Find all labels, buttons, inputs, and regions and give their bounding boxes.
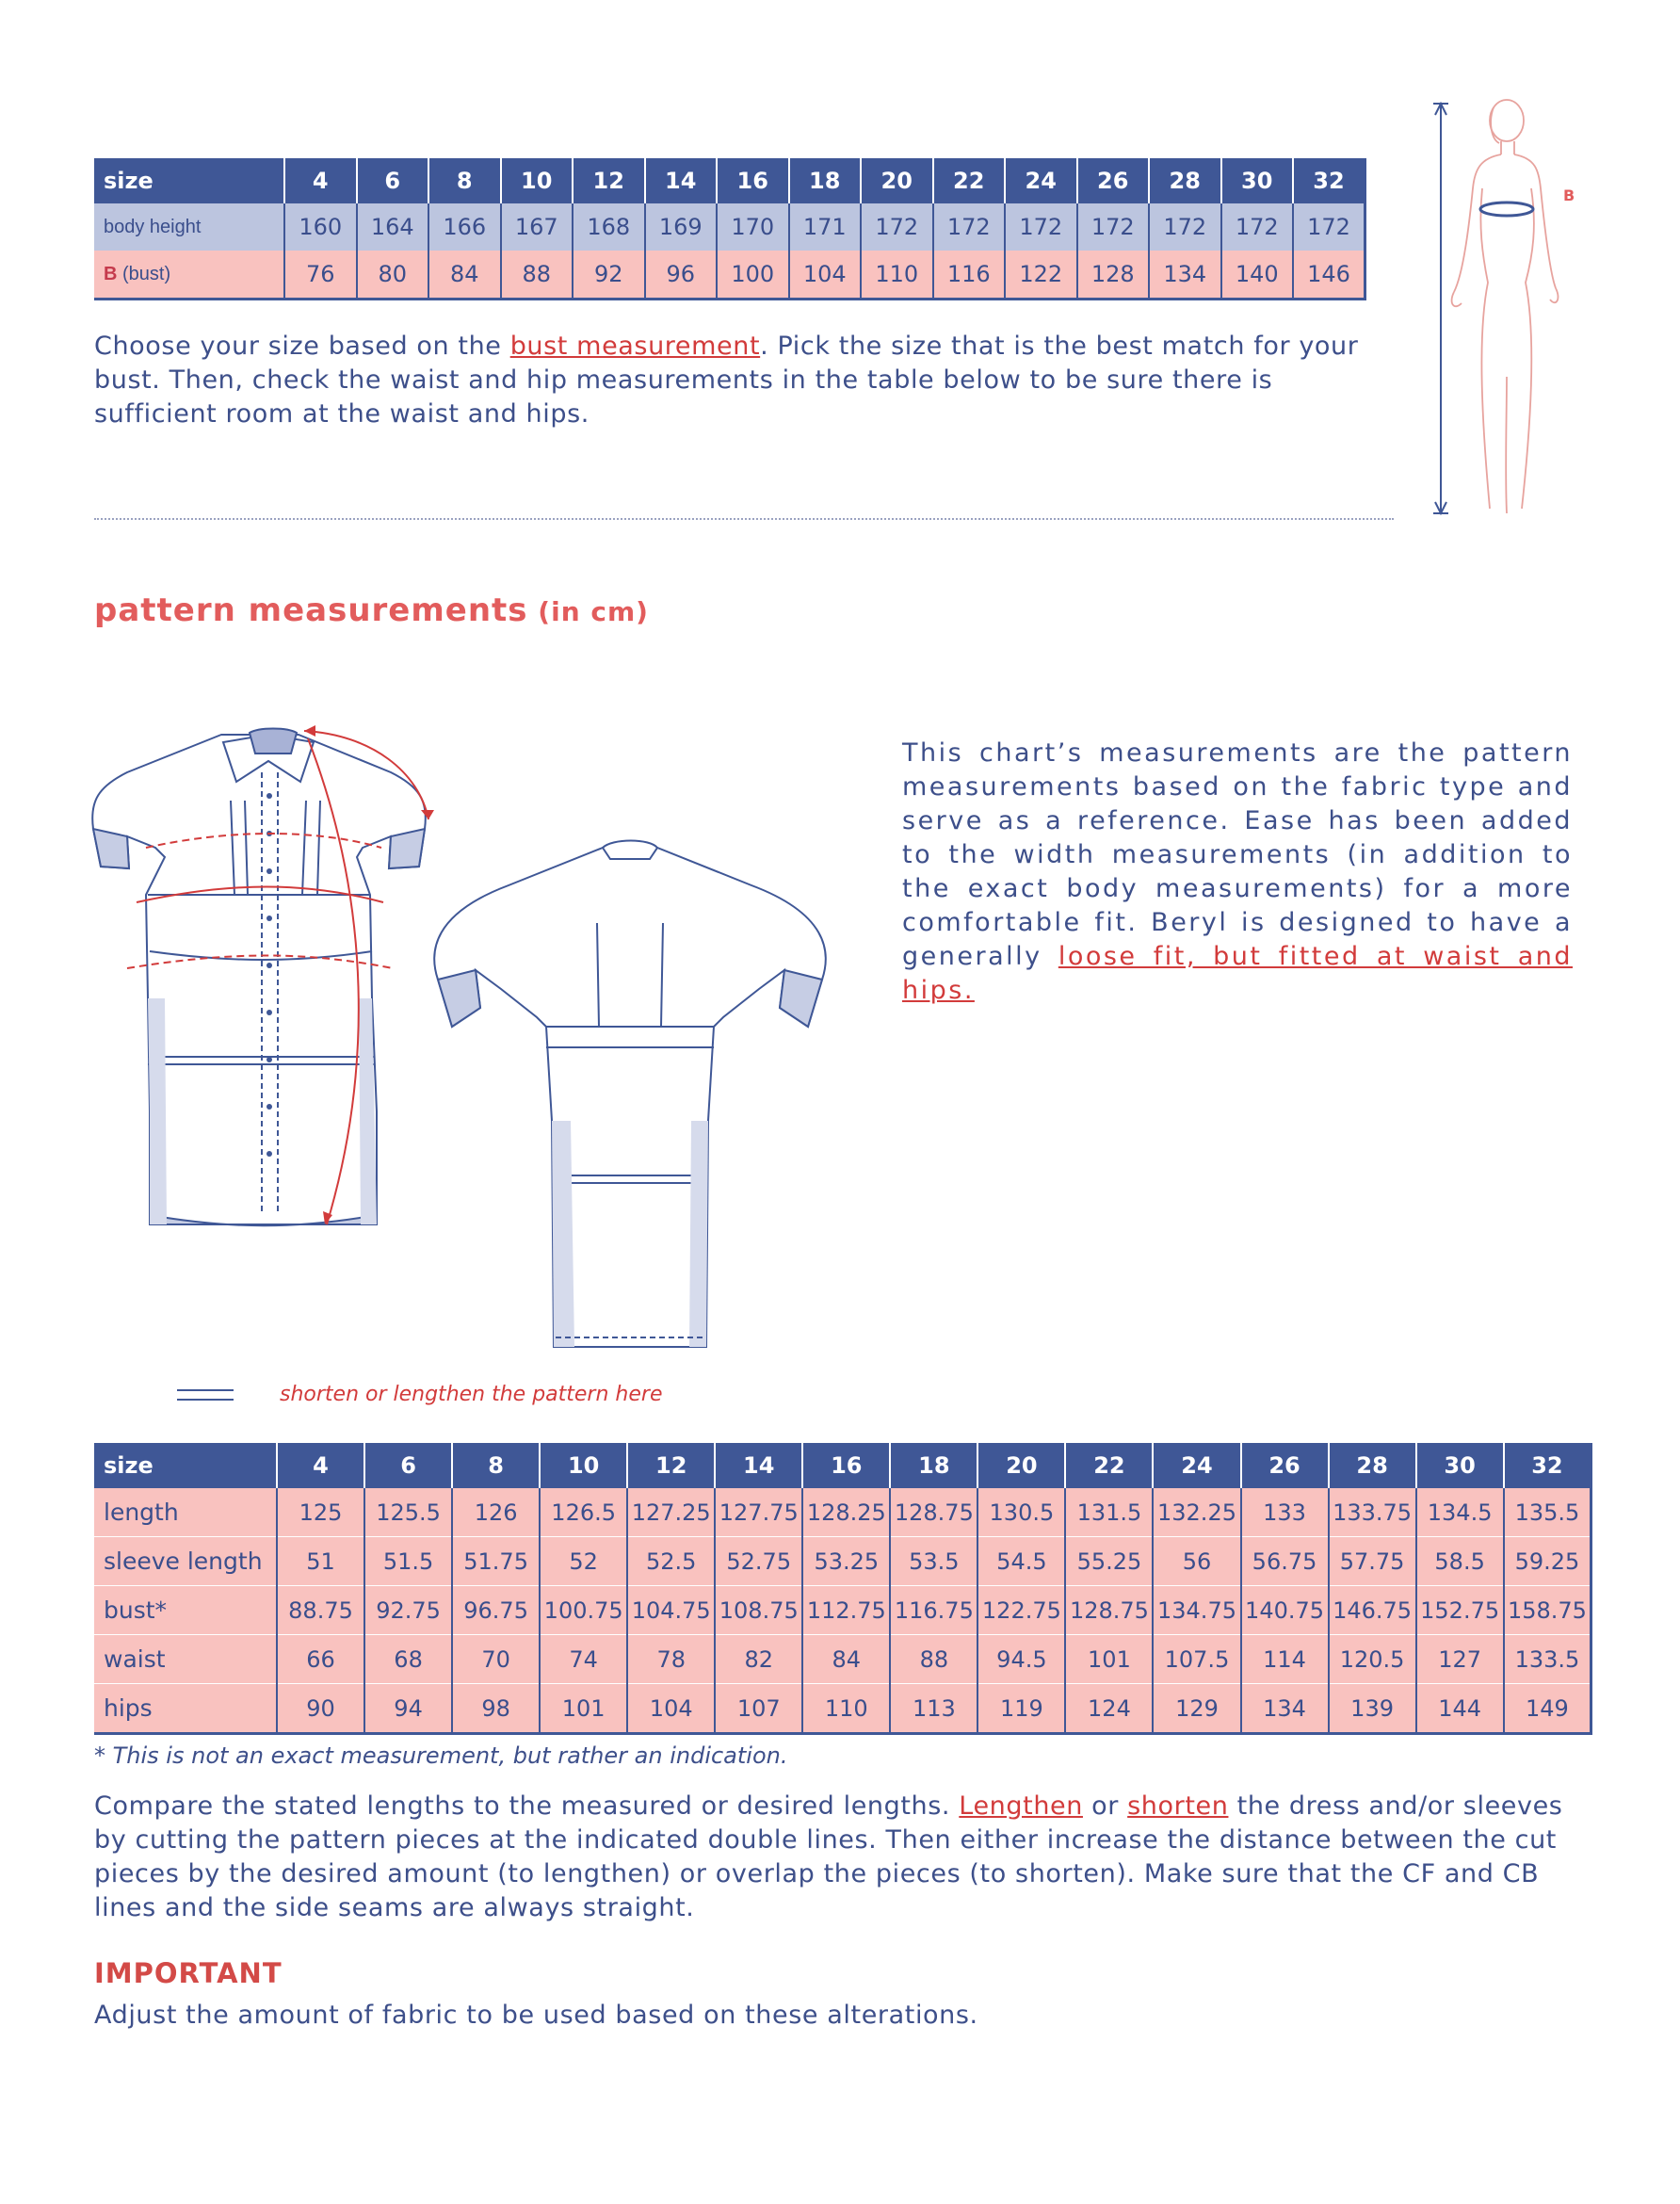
- size-header-cell: 12: [573, 158, 645, 203]
- bust-cell: 108.75: [715, 1586, 802, 1635]
- body-height-cell: 166: [428, 203, 501, 251]
- body-height-cell: 164: [357, 203, 429, 251]
- bust-cell: 104: [789, 251, 862, 300]
- sleeve-length-row: [94, 1537, 1591, 1586]
- bust-cell: 152.75: [1416, 1586, 1504, 1635]
- hips-cell: 90: [277, 1684, 364, 1734]
- compare-text-2: or: [1082, 1791, 1128, 1821]
- bust-label-letter: B: [104, 263, 118, 284]
- bust-row: [94, 251, 1365, 300]
- bust-cell: 96: [645, 251, 718, 300]
- bust-cell: 140: [1221, 251, 1294, 300]
- bust-cell: 100: [717, 251, 789, 300]
- length-cell: 125: [277, 1488, 364, 1537]
- section-divider: [94, 518, 1394, 520]
- hips-cell: 110: [802, 1684, 890, 1734]
- pattern-size-header-cell: 28: [1329, 1443, 1416, 1488]
- dress-back-illustration: [424, 838, 848, 1366]
- size-header-cell: 18: [789, 158, 862, 203]
- bust-measurement-link[interactable]: bust measurement: [509, 332, 761, 361]
- hips-cell: 149: [1504, 1684, 1591, 1734]
- bust-cell: 80: [357, 251, 429, 300]
- sleeve-length-cell: 56.75: [1241, 1537, 1329, 1586]
- length-cell: 133.75: [1329, 1488, 1416, 1537]
- sleeve-length-cell: 55.25: [1065, 1537, 1153, 1586]
- waist-cell: 84: [802, 1635, 890, 1684]
- size-header-cell: 20: [861, 158, 933, 203]
- section-title-unit: (in cm): [527, 596, 649, 627]
- body-height-label: body height: [94, 203, 284, 251]
- body-height-cell: 167: [501, 203, 573, 251]
- length-cell: 128.75: [890, 1488, 977, 1537]
- instructions-text-2: . Pick the size that is the best match for your bust. Then, check the waist and hip measurements in the table below to be sure there is sufficient room at the waist and hips.: [94, 332, 1359, 429]
- body-height-cell: 172: [1293, 203, 1365, 251]
- section-title: [94, 592, 649, 629]
- body-measurement-table: [94, 158, 1366, 300]
- body-height-cell: 172: [1221, 203, 1294, 251]
- hips-cell: 101: [540, 1684, 627, 1734]
- sleeve-length-cell: 58.5: [1416, 1537, 1504, 1586]
- pattern-size-header-cell: 22: [1065, 1443, 1153, 1488]
- pattern-size-header-cell: 24: [1153, 1443, 1240, 1488]
- alteration-instructions: [94, 1790, 1582, 1925]
- waist-cell: 133.5: [1504, 1635, 1591, 1684]
- pattern-size-header-cell: 12: [627, 1443, 715, 1488]
- important-heading: IMPORTANT: [94, 1957, 283, 1989]
- bust-cell: 134.75: [1153, 1586, 1240, 1635]
- hips-cell: 107: [715, 1684, 802, 1734]
- hips-cell: 124: [1065, 1684, 1153, 1734]
- length-cell: 131.5: [1065, 1488, 1153, 1537]
- waist-label: waist: [94, 1635, 277, 1684]
- waist-cell: 82: [715, 1635, 802, 1684]
- size-header-cell: 6: [357, 158, 429, 203]
- lengthen-link[interactable]: Lengthen: [959, 1791, 1083, 1821]
- bust-cell: 112.75: [802, 1586, 890, 1635]
- compare-text-1: Compare the stated lengths to the measured or desired lengths.: [94, 1791, 960, 1821]
- pattern-size-header-cell: 20: [977, 1443, 1065, 1488]
- waist-cell: 88: [890, 1635, 977, 1684]
- hips-cell: 144: [1416, 1684, 1504, 1734]
- double-line-legend-icon: [175, 1385, 235, 1407]
- sleeve-length-cell: 51: [277, 1537, 364, 1586]
- pattern-size-header-cell: 32: [1504, 1443, 1591, 1488]
- hips-cell: 139: [1329, 1684, 1416, 1734]
- length-cell: 128.25: [802, 1488, 890, 1537]
- sleeve-length-cell: 51.75: [452, 1537, 540, 1586]
- length-cell: 126: [452, 1488, 540, 1537]
- hips-cell: 98: [452, 1684, 540, 1734]
- bust-cell: 122: [1005, 251, 1077, 300]
- waist-cell: 70: [452, 1635, 540, 1684]
- intro-text-body: This chart’s measurements are the pattern measurements based on the fabric type and serve as a reference. Ease has been added to the width measurements (in addition to the exact body measurements) for a more comfortable fit. Beryl is designed to have a generally: [902, 738, 1573, 971]
- bust-cell: 128: [1077, 251, 1150, 300]
- pattern-measurement-table: [94, 1443, 1592, 1735]
- body-height-cell: 169: [645, 203, 718, 251]
- hips-cell: 134: [1241, 1684, 1329, 1734]
- instructions-text-1: Choose your size based on the: [94, 332, 510, 361]
- sleeve-length-cell: 57.75: [1329, 1537, 1416, 1586]
- bust-cell: 110: [861, 251, 933, 300]
- size-header-row: [94, 158, 1365, 203]
- body-height-cell: 172: [1077, 203, 1150, 251]
- pattern-size-header-cell: 14: [715, 1443, 802, 1488]
- waist-cell: 74: [540, 1635, 627, 1684]
- bust-cell: 104.75: [627, 1586, 715, 1635]
- bust-cell: 128.75: [1065, 1586, 1153, 1635]
- body-height-cell: 172: [1149, 203, 1221, 251]
- bust-cell: 76: [284, 251, 357, 300]
- bust-cell: 158.75: [1504, 1586, 1591, 1635]
- bust-label-text: (bust): [117, 263, 171, 284]
- size-header-cell: 22: [933, 158, 1006, 203]
- hips-cell: 113: [890, 1684, 977, 1734]
- bust-cell: 96.75: [452, 1586, 540, 1635]
- bust-note: * This is not an exact measurement, but rather an indication.: [94, 1742, 788, 1769]
- pattern-size-header-row: [94, 1443, 1591, 1488]
- sleeve-length-cell: 52: [540, 1537, 627, 1586]
- bust-cell: 100.75: [540, 1586, 627, 1635]
- pattern-size-header-cell: 30: [1416, 1443, 1504, 1488]
- length-cell: 127.25: [627, 1488, 715, 1537]
- sleeve-length-cell: 51.5: [364, 1537, 452, 1586]
- sleeve-length-cell: 52.5: [627, 1537, 715, 1586]
- pattern-intro-text: [902, 737, 1573, 1008]
- bust-cell: 140.75: [1241, 1586, 1329, 1635]
- bust-cell: 116.75: [890, 1586, 977, 1635]
- bust-row-label: [94, 251, 284, 300]
- hips-cell: 104: [627, 1684, 715, 1734]
- length-cell: 125.5: [364, 1488, 452, 1537]
- waist-cell: 107.5: [1153, 1635, 1240, 1684]
- legend-text: shorten or lengthen the pattern here: [280, 1383, 663, 1406]
- bust-marker-label: B: [1563, 186, 1575, 204]
- size-header-cell: 26: [1077, 158, 1150, 203]
- dress-front-illustration: [89, 716, 447, 1243]
- body-height-cell: 170: [717, 203, 789, 251]
- size-header-cell: 16: [717, 158, 789, 203]
- waist-cell: 94.5: [977, 1635, 1065, 1684]
- waist-cell: 127: [1416, 1635, 1504, 1684]
- size-header-cell: 30: [1221, 158, 1294, 203]
- bust-cell: 146: [1293, 251, 1365, 300]
- hips-row: [94, 1684, 1591, 1734]
- size-header-cell: 28: [1149, 158, 1221, 203]
- waist-cell: 114: [1241, 1635, 1329, 1684]
- size-header-cell: 10: [501, 158, 573, 203]
- body-height-cell: 172: [1005, 203, 1077, 251]
- pattern-size-header-label: size: [94, 1443, 277, 1488]
- pattern-size-header-cell: 6: [364, 1443, 452, 1488]
- length-cell: 127.75: [715, 1488, 802, 1537]
- length-cell: 132.25: [1153, 1488, 1240, 1537]
- size-header-label: size: [94, 158, 284, 203]
- pattern-size-header-cell: 8: [452, 1443, 540, 1488]
- size-header-cell: 24: [1005, 158, 1077, 203]
- length-label: length: [94, 1488, 277, 1537]
- length-cell: 134.5: [1416, 1488, 1504, 1537]
- waist-cell: 68: [364, 1635, 452, 1684]
- pattern-size-header-cell: 16: [802, 1443, 890, 1488]
- waist-cell: 78: [627, 1635, 715, 1684]
- sleeve-length-cell: 52.75: [715, 1537, 802, 1586]
- pattern-size-header-cell: 10: [540, 1443, 627, 1488]
- body-height-cell: 160: [284, 203, 357, 251]
- waist-row: [94, 1635, 1591, 1684]
- bust-cell: 116: [933, 251, 1006, 300]
- size-header-cell: 32: [1293, 158, 1365, 203]
- length-row: [94, 1488, 1591, 1537]
- body-height-row: [94, 203, 1365, 251]
- bust-cell: 146.75: [1329, 1586, 1416, 1635]
- compare-text-3: the dress and/or sleeves by cutting the pattern pieces at the indicated double lines. Then either increase the distance between the cut pieces by the desired amount (to lengthen) or overlap the pieces (to shorten). Make sure that the CF and CB lines and the side seams are always straight.: [94, 1791, 1563, 1922]
- pattern-size-header-cell: 18: [890, 1443, 977, 1488]
- bust-label: bust*: [94, 1586, 277, 1635]
- sleeve-length-label: sleeve length: [94, 1537, 277, 1586]
- waist-cell: 120.5: [1329, 1635, 1416, 1684]
- length-cell: 130.5: [977, 1488, 1065, 1537]
- length-cell: 135.5: [1504, 1488, 1591, 1537]
- hips-cell: 119: [977, 1684, 1065, 1734]
- length-cell: 126.5: [540, 1488, 627, 1537]
- section-title-text: pattern measurements: [94, 592, 528, 629]
- body-figure-illustration: [1413, 94, 1582, 527]
- sleeve-length-cell: 53.25: [802, 1537, 890, 1586]
- bust-cell: 84: [428, 251, 501, 300]
- important-text: Adjust the amount of fabric to be used based on these alterations.: [94, 2001, 978, 2030]
- waist-cell: 101: [1065, 1635, 1153, 1684]
- bust-cell: 134: [1149, 251, 1221, 300]
- pattern-size-header-cell: 26: [1241, 1443, 1329, 1488]
- sleeve-length-cell: 59.25: [1504, 1537, 1591, 1586]
- hips-label: hips: [94, 1684, 277, 1734]
- size-header-cell: 14: [645, 158, 718, 203]
- bust-cell: 92.75: [364, 1586, 452, 1635]
- length-cell: 133: [1241, 1488, 1329, 1537]
- hips-cell: 94: [364, 1684, 452, 1734]
- hips-cell: 129: [1153, 1684, 1240, 1734]
- bust-row: [94, 1586, 1591, 1635]
- loose-fit-link[interactable]: loose fit, but fitted at waist and hips.: [902, 942, 1573, 1005]
- sleeve-length-cell: 56: [1153, 1537, 1240, 1586]
- sleeve-length-cell: 53.5: [890, 1537, 977, 1586]
- body-height-cell: 171: [789, 203, 862, 251]
- shorten-link[interactable]: shorten: [1127, 1791, 1229, 1821]
- size-instructions: [94, 330, 1384, 431]
- waist-cell: 66: [277, 1635, 364, 1684]
- body-height-cell: 172: [933, 203, 1006, 251]
- bust-cell: 122.75: [977, 1586, 1065, 1635]
- bust-cell: 92: [573, 251, 645, 300]
- body-height-cell: 168: [573, 203, 645, 251]
- size-header-cell: 8: [428, 158, 501, 203]
- pattern-size-header-cell: 4: [277, 1443, 364, 1488]
- bust-cell: 88: [501, 251, 573, 300]
- bust-cell: 88.75: [277, 1586, 364, 1635]
- size-header-cell: 4: [284, 158, 357, 203]
- body-height-cell: 172: [861, 203, 933, 251]
- sleeve-length-cell: 54.5: [977, 1537, 1065, 1586]
